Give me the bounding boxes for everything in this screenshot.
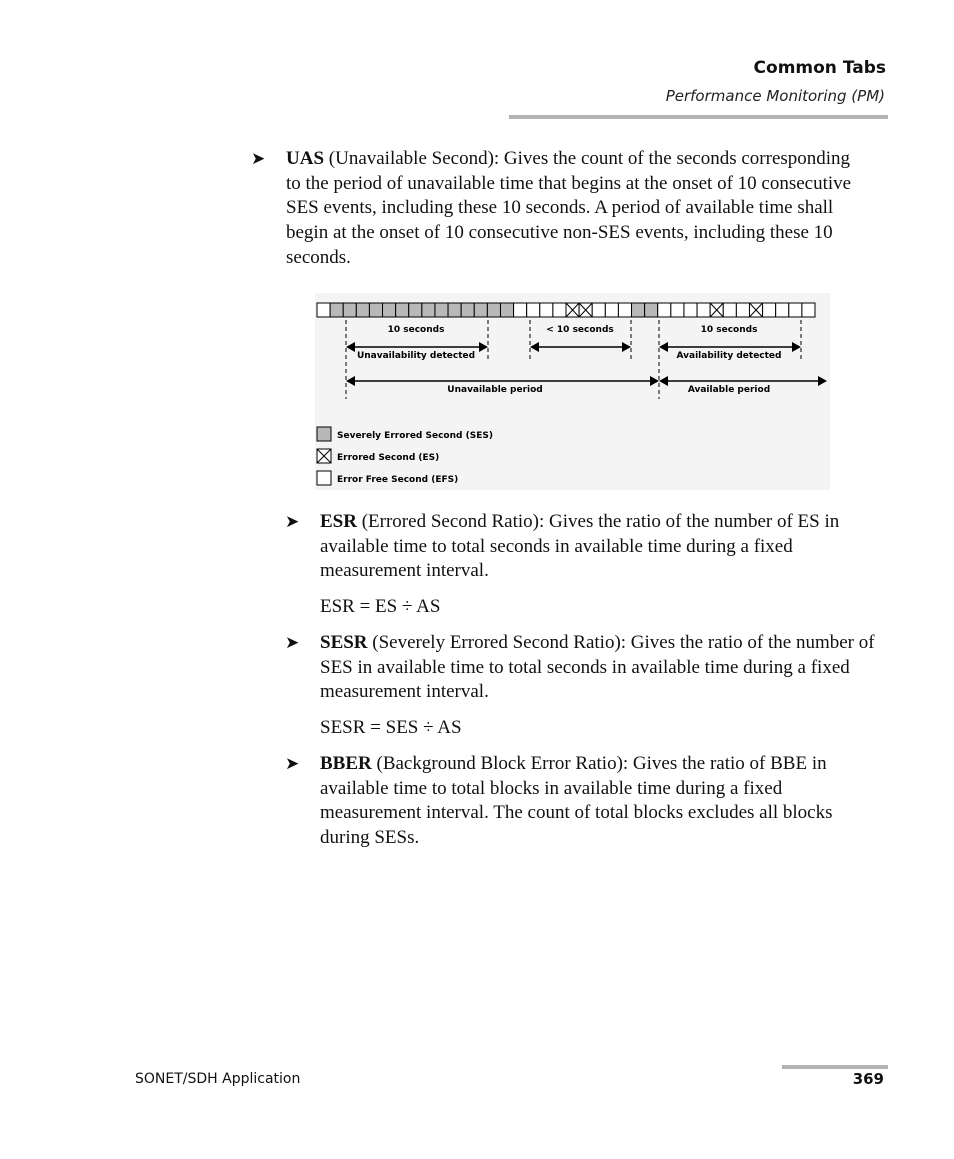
footer-doc-title: SONET/SDH Application	[135, 1071, 301, 1087]
timeline-cell-efs	[553, 303, 566, 317]
timeline-cell-efs	[802, 303, 815, 317]
timeline-cell-efs	[789, 303, 802, 317]
legend-swatch-ses	[317, 427, 331, 441]
bullet-text: (Errored Second Ratio): Gives the ratio of the number of ES in available time to total seconds in available time during a fixed measurement interval.	[320, 511, 840, 582]
bullet-text: (Background Block Error Ratio): Gives the ratio of BBE in available time to total blocks in available time during a fixed measurement interval. The count of total blocks excludes all blocks during SESs.	[320, 753, 833, 849]
timeline-cell-efs	[605, 303, 618, 317]
bullet-arrow-icon: ➤	[285, 754, 300, 774]
timeline-cell-efs	[697, 303, 710, 317]
bullet-bber	[285, 752, 865, 851]
legend-swatch-efs	[317, 471, 331, 485]
footer-rule	[782, 1065, 888, 1069]
timeline-cell-ses	[383, 303, 396, 317]
timeline-cell-ses	[645, 303, 658, 317]
timeline-cell-efs	[671, 303, 684, 317]
timeline-cell-ses	[396, 303, 409, 317]
timeline-cell-ses	[422, 303, 435, 317]
bullet-arrow-icon: ➤	[251, 149, 266, 169]
header-title: Common Tabs	[753, 58, 886, 78]
bullet-term: ESR	[320, 511, 357, 532]
legend-label-ses: Severely Errored Second (SES)	[337, 431, 493, 441]
timeline-cell-ses	[409, 303, 422, 317]
timeline-cell-ses	[369, 303, 382, 317]
legend-label-efs: Error Free Second (EFS)	[337, 475, 459, 485]
timeline-cell-efs	[776, 303, 789, 317]
label-available-period: Available period	[687, 385, 771, 395]
sesr-formula: SESR = SES ÷ AS	[320, 717, 462, 738]
timeline-cell-ses	[500, 303, 513, 317]
header-subtitle: Performance Monitoring (PM)	[665, 87, 885, 105]
timeline-cell-ses	[474, 303, 487, 317]
bullet-uas	[251, 147, 856, 271]
timeline-cell-ses	[435, 303, 448, 317]
timeline-cell-ses	[330, 303, 343, 317]
esr-formula: ESR = ES ÷ AS	[320, 596, 441, 617]
bullet-term: BBER	[320, 753, 372, 774]
bullet-arrow-icon: ➤	[285, 512, 300, 532]
timeline-cell-ses	[343, 303, 356, 317]
timeline-cell-efs	[527, 303, 540, 317]
timeline-cell-efs	[763, 303, 776, 317]
timeline-cell-efs	[618, 303, 631, 317]
timeline-cell-efs	[592, 303, 605, 317]
label-less-than-ten: < 10 seconds	[546, 325, 614, 335]
bullet-text: (Unavailable Second): Gives the count of the seconds corresponding to the period of unavailable time that begins at the onset of 10 consecutive SES events, including these 10 seconds. A period of available time shall begin at the onset of 10 consecutive non-SES events, including these 10 seconds.	[286, 148, 852, 268]
bullet-esr	[285, 510, 886, 584]
bullet-text: (Severely Errored Second Ratio): Gives the ratio of the number of SES in available time to total seconds in available time during a fixed measurement interval.	[320, 632, 875, 703]
label-availability-detected: Availability detected	[676, 351, 782, 361]
timeline-cell-efs	[317, 303, 330, 317]
uas-timing-diagram	[315, 293, 830, 490]
timeline-cell-ses	[448, 303, 461, 317]
timeline-cell-ses	[487, 303, 500, 317]
timeline-cell-efs	[658, 303, 671, 317]
timeline-cell-efs	[684, 303, 697, 317]
timeline-cell-ses	[461, 303, 474, 317]
timeline-cell-ses	[356, 303, 369, 317]
bullet-term: UAS	[286, 148, 325, 169]
bullet-term: SESR	[320, 632, 368, 653]
label-ten-seconds-avail: 10 seconds	[700, 325, 758, 335]
timeline-cell-ses	[632, 303, 645, 317]
label-ten-seconds-unavail: 10 seconds	[387, 325, 445, 335]
timeline-cell-efs	[723, 303, 736, 317]
timeline-cell-efs	[736, 303, 749, 317]
timeline-cell-efs	[514, 303, 527, 317]
header-rule	[509, 115, 888, 119]
bullet-arrow-icon: ➤	[285, 633, 300, 653]
bullet-sesr	[285, 631, 886, 705]
label-unavailable-period: Unavailable period	[447, 385, 543, 395]
legend-label-es: Errored Second (ES)	[337, 453, 440, 463]
page-number: 369	[852, 1070, 884, 1088]
label-unavailability-detected: Unavailability detected	[356, 351, 476, 361]
timeline-cell-efs	[540, 303, 553, 317]
